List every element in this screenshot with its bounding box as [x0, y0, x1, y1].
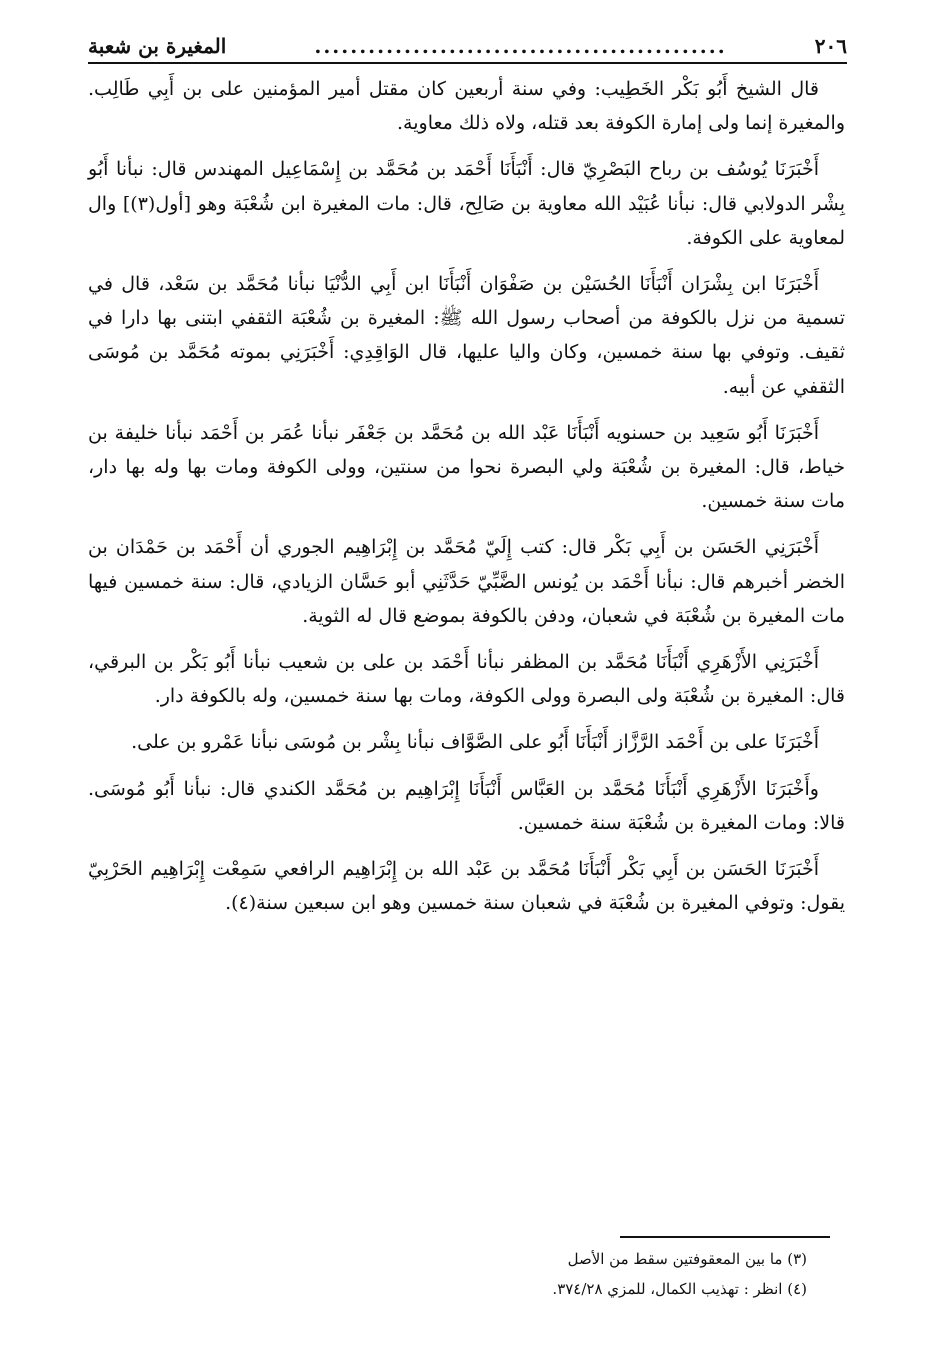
main-text: [88, 72, 845, 932]
paragraph: قال الشيخ أَبُو بَكْر الخَطِيب: وفي سنة أربعين كان مقتل أمير المؤمنين على بن أَبِي طَالِب. والمغيرة إنما ولى إمارة الكوفة بعد قتله، ولاه ذلك معاوية.: [88, 78, 845, 135]
page-header: [88, 28, 847, 64]
footnote-divider: [620, 1236, 830, 1238]
paragraph: أَخْبَرَنَا يُوسُف بن رباح البَصْرِيّ قال: أَنْبَأَنَا أَحْمَد بن مُحَمَّد بن إِسْمَاعِيل المهندس قال: نبأنا أَبُو بِشْر الدولابي قال: نبأنا عُبَيْد الله معاوية بن صَالِح، قال: مات المغيرة ابن شُعْبَة وهو [أول(٣)] وال لمعاوية على الكوفة.: [88, 158, 846, 249]
header-leader-dots: ..............................................: [314, 34, 727, 58]
page-number: ٢٠٦: [814, 34, 847, 58]
paragraph: أَخْبَرَنِي الحَسَن بن أَبِي بَكْر قال: كتب إِلَيّ مُحَمَّد بن إِبْرَاهِيم الجوري أن أَحْمَد بن حَمْدَان بن الخضر أخبرهم قال: نبأنا أَحْمَد بن يُونس الضَّبِّيّ حَدَّثَنِي أبو حَسَّان الزيادي، قال: سنة خمسين فيها مات المغيرة بن شُعْبَة في شعبان، ودفن بالكوفة بموضع قال له الثوية.: [88, 536, 845, 627]
paragraph: أَخْبَرَنَا الحَسَن بن أَبِي بَكْر أَنْبَأَنَا مُحَمَّد بن عَبْد الله بن إِبْرَاهِيم الرافعي سَمِعْت إِبْرَاهِيم الحَرْبِيّ يقول: وتوفي المغيرة بن شُعْبَة في شعبان سنة خمسين وهو ابن سبعين سنة(٤).: [88, 858, 845, 915]
footnote: (٤) انظر : تهذيب الكمال، للمزي ٣٧٤/٢٨.: [552, 1280, 807, 1298]
footnote: (٣) ما بين المعقوفتين سقط من الأصل: [567, 1250, 807, 1268]
footnotes: [300, 1244, 807, 1304]
paragraph: أَخْبَرَنِي الأَزْهَرِي أَنْبَأَنَا مُحَمَّد بن المظفر نبأنا أَحْمَد بن على بن شعيب نبأنا أَبُو بَكْر بن البرقي، قال: المغيرة بن شُعْبَة ولى البصرة وولى الكوفة، ومات بها سنة خمسين، وله بالكوفة دار.: [88, 651, 845, 708]
paragraph: وأَخْبَرَنَا الأَزْهَرِي أَنْبَأَنَا مُحَمَّد بن العَبَّاس أَنْبَأَنَا إِبْرَاهِيم بن مُحَمَّد الكندي قال: نبأنا أَبُو مُوسَى. قالا: ومات المغيرة بن شُعْبَة سنة خمسين.: [88, 777, 845, 834]
paragraph: أَخْبَرَنَا على بن أَحْمَد الرَّزَّاز أَنْبَأَنَا أَبُو على الصَّوَّاف نبأنا بِشْر بن مُوسَى نبأنا عَمْرو بن على.: [131, 731, 819, 754]
paragraph: أَخْبَرَنَا ابن بِشْرَان أَنْبَأَنَا الحُسَيْن بن صَفْوَان أَنْبَأَنَا ابن أَبِي الدُّنْيَا نبأنا مُحَمَّد بن سَعْد، قال في تسمية من نزل بالكوفة من أصحاب رسول الله ﷺ: المغيرة بن شُعْبَة الثقفي ابتنى بها دارا في ثقيف. وتوفي بها سنة خمسين، وكان واليا عليها، قال الوَاقِدِي: أَخْبَرَنِي بموته مُحَمَّد بن مُوسَى الثقفي عن أبيه.: [88, 273, 845, 398]
paragraph: أَخْبَرَنَا أَبُو سَعِيد بن حسنويه أَنْبَأَنَا عَبْد الله بن مُحَمَّد بن جَعْفَر نبأنا عُمَر بن أَحْمَد نبأنا خليفة بن خياط، قال: المغيرة بن شُعْبَة ولي البصرة نحوا من سنتين، وولى الكوفة ومات بها وله بها دار، مات سنة خمسين.: [88, 421, 845, 513]
running-title: المغيرة بن شعبة: [88, 34, 227, 58]
